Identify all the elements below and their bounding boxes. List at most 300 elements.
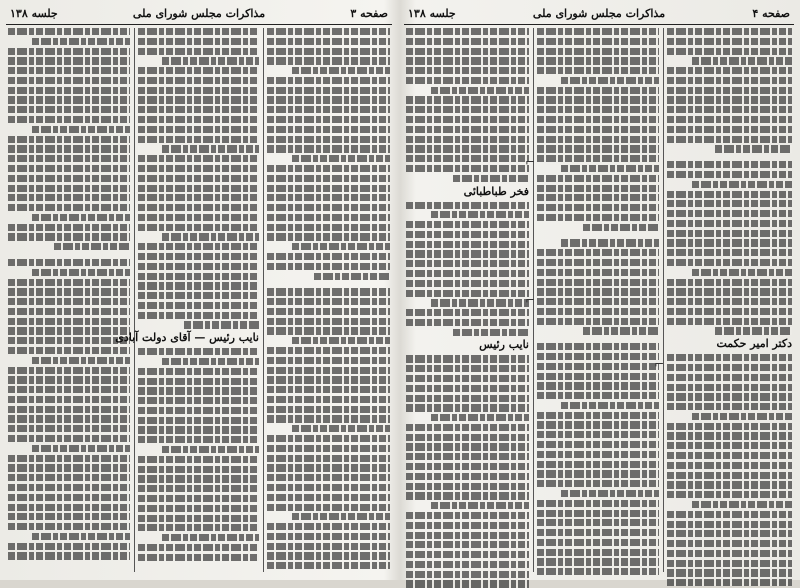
text-line: [537, 155, 659, 162]
text-line: [537, 392, 659, 399]
text-line: [667, 77, 792, 84]
text-line: [667, 288, 792, 295]
text-line: [431, 299, 529, 306]
speaker-heading: دکتر امیر حکمت: [716, 337, 792, 351]
text-line: [406, 145, 529, 152]
text-line: [537, 249, 659, 256]
text-line: [8, 523, 130, 530]
text-line: [8, 406, 130, 413]
text-line: [667, 279, 792, 286]
text-line: [537, 87, 659, 94]
text-line: [138, 155, 259, 162]
text-line: [138, 436, 259, 443]
text-line: [32, 126, 130, 133]
text-line: [692, 269, 792, 276]
text-line: [267, 523, 390, 530]
text-line: [138, 38, 259, 45]
text-line: [537, 549, 659, 556]
text-line: [406, 532, 529, 539]
text-line: [537, 558, 659, 565]
text-line: [267, 175, 390, 182]
left-page-session-number: جلسه ۱۳۸: [10, 7, 58, 20]
text-line: [667, 239, 792, 246]
text-line: [406, 96, 529, 103]
text-line: [267, 298, 390, 305]
text-line: [138, 282, 259, 289]
text-line: [667, 298, 792, 305]
text-line: [667, 48, 792, 55]
text-line: [537, 461, 659, 468]
text-line: [138, 378, 259, 385]
text-line: [267, 38, 390, 45]
text-line: [406, 77, 529, 84]
text-line: [561, 490, 659, 497]
text-line: [406, 473, 529, 480]
text-line: [138, 273, 259, 280]
text-line: [537, 48, 659, 55]
text-line: [267, 484, 390, 491]
text-line: [8, 136, 130, 143]
left-page: [6, 4, 392, 576]
text-line: [667, 560, 792, 567]
text-line: [667, 550, 792, 557]
text-line: [406, 165, 529, 172]
text-line: [692, 181, 792, 188]
text-line: [406, 250, 529, 257]
text-line: [8, 367, 130, 374]
text-line: [267, 494, 390, 501]
text-line: [537, 441, 659, 448]
text-line: [267, 194, 390, 201]
text-line: [267, 552, 390, 559]
text-line: [8, 96, 130, 103]
text-line: [138, 96, 259, 103]
text-line: [667, 87, 792, 94]
text-line: [406, 395, 529, 402]
text-line: [561, 239, 659, 246]
text-line: [138, 485, 259, 492]
text-line: [692, 501, 792, 508]
text-line: [406, 290, 529, 297]
text-line: [667, 259, 792, 266]
text-line: [267, 288, 390, 295]
text-line: [267, 347, 390, 354]
text-line: [267, 464, 390, 471]
text-line: [537, 269, 659, 276]
text-line: [8, 318, 130, 325]
text-line: [667, 579, 792, 586]
text-line: [406, 38, 529, 45]
text-line: [138, 116, 259, 123]
text-line: [138, 515, 259, 522]
text-line: [138, 253, 259, 260]
text-line: [537, 106, 659, 113]
text-line: [406, 155, 529, 162]
left-page-header: [6, 4, 392, 25]
text-line: [267, 185, 390, 192]
text-line: [8, 224, 130, 231]
text-line: [267, 396, 390, 403]
text-line: [406, 453, 529, 460]
text-line: [667, 569, 792, 576]
text-line: [537, 500, 659, 507]
text-line: [138, 387, 259, 394]
text-line: [667, 442, 792, 449]
text-line: [32, 269, 130, 276]
text-line: [406, 385, 529, 392]
text-line: [267, 263, 390, 270]
text-line: [8, 543, 130, 550]
text-line: [8, 155, 130, 162]
text-line: [267, 165, 390, 172]
margin-bracket-mark: ⌐: [525, 293, 536, 307]
text-line: [537, 519, 659, 526]
text-line: [537, 480, 659, 487]
text-line: [537, 194, 659, 201]
text-line: [406, 116, 529, 123]
text-line: [406, 492, 529, 499]
text-line: [667, 191, 792, 198]
text-line: [138, 312, 259, 319]
text-line: [267, 233, 390, 240]
text-line: [406, 443, 529, 450]
text-line: [32, 445, 130, 452]
text-line: [267, 504, 390, 511]
text-line: [537, 214, 659, 221]
text-line: [537, 412, 659, 419]
text-line: [267, 126, 390, 133]
text-line: [8, 552, 130, 559]
text-line: [32, 214, 130, 221]
text-line: [453, 175, 529, 182]
text-line: [138, 243, 259, 250]
text-line: [267, 406, 390, 413]
text-line: [8, 415, 130, 422]
text-line: [667, 161, 792, 168]
text-line: [406, 48, 529, 55]
text-line: [267, 28, 390, 35]
text-line: [138, 106, 259, 113]
text-line: [537, 353, 659, 360]
text-line: [138, 302, 259, 309]
text-line: [537, 382, 659, 389]
text-line: [267, 415, 390, 422]
left-page-column-1: [8, 28, 130, 576]
right-page-column-1: [406, 28, 529, 576]
text-line: [267, 224, 390, 231]
text-line: [667, 106, 792, 113]
text-line: [8, 288, 130, 295]
text-line: [537, 510, 659, 517]
text-line: [8, 386, 130, 393]
text-line: [138, 466, 259, 473]
text-line: [561, 77, 659, 84]
text-line: [537, 96, 659, 103]
text-line: [162, 446, 259, 453]
text-line: [561, 165, 659, 172]
text-line: [267, 357, 390, 364]
right-page-session-number: جلسه ۱۳۸: [408, 7, 456, 20]
text-line: [537, 185, 659, 192]
text-line: [138, 263, 259, 270]
text-line: [267, 87, 390, 94]
text-line: [537, 431, 659, 438]
text-line: [406, 57, 529, 64]
text-line: [267, 445, 390, 452]
text-line: [138, 475, 259, 482]
text-line: [537, 363, 659, 370]
text-line: [8, 396, 130, 403]
text-line: [406, 28, 529, 35]
text-line: [667, 511, 792, 518]
text-line: [32, 357, 130, 364]
text-line: [8, 279, 130, 286]
text-line: [267, 214, 390, 221]
text-line: [667, 200, 792, 207]
text-line: [537, 298, 659, 305]
right-page-header: [404, 4, 794, 25]
text-line: [8, 455, 130, 462]
text-line: [667, 393, 792, 400]
text-line: [292, 155, 390, 162]
text-line: [406, 106, 529, 113]
text-line: [537, 539, 659, 546]
text-line: [431, 211, 529, 218]
text-line: [406, 463, 529, 470]
text-line: [162, 145, 259, 152]
text-line: [667, 472, 792, 479]
left-page-column-2: [115, 28, 259, 576]
text-line: [8, 48, 130, 55]
text-line: [267, 367, 390, 374]
text-line: [537, 145, 659, 152]
text-line: [537, 470, 659, 477]
text-line: [406, 355, 529, 362]
text-line: [406, 375, 529, 382]
text-line: [406, 231, 529, 238]
text-line: [667, 28, 792, 35]
text-line: [537, 529, 659, 536]
text-line: [406, 309, 529, 316]
text-line: [8, 425, 130, 432]
text-line: [406, 319, 529, 326]
text-line: [267, 116, 390, 123]
text-line: [667, 462, 792, 469]
text-line: [406, 483, 529, 490]
text-line: [138, 77, 259, 84]
text-line: [267, 48, 390, 55]
text-line: [537, 116, 659, 123]
text-line: [537, 568, 659, 575]
text-line: [267, 386, 390, 393]
text-line: [314, 273, 390, 280]
text-line: [8, 484, 130, 491]
text-line: [667, 452, 792, 459]
text-line: [537, 451, 659, 458]
text-line: [8, 204, 130, 211]
text-line: [267, 562, 390, 569]
text-line: [54, 243, 130, 250]
text-line: [8, 435, 130, 442]
text-line: [267, 145, 390, 152]
text-line: [667, 308, 792, 315]
text-line: [8, 327, 130, 334]
text-line: [667, 403, 792, 410]
text-line: [667, 210, 792, 217]
margin-bracket-mark: ⌐: [525, 155, 536, 169]
text-line: [162, 358, 259, 365]
text-line: [267, 327, 390, 334]
text-line: [8, 106, 130, 113]
text-line: [667, 136, 792, 143]
text-line: [431, 414, 529, 421]
text-line: [537, 126, 659, 133]
text-line: [537, 57, 659, 64]
text-line: [537, 67, 659, 74]
text-line: [715, 145, 793, 152]
text-line: [138, 524, 259, 531]
text-line: [406, 522, 529, 529]
text-line: [667, 116, 792, 123]
text-line: [292, 337, 390, 344]
text-line: [8, 474, 130, 481]
speaker-heading: فخر طباطبائی: [463, 184, 529, 198]
text-line: [267, 136, 390, 143]
text-line: [8, 194, 130, 201]
text-line: [138, 67, 259, 74]
text-line: [406, 541, 529, 548]
text-line: [292, 513, 390, 520]
text-line: [267, 253, 390, 260]
text-line: [8, 165, 130, 172]
text-line: [8, 308, 130, 315]
text-line: [406, 551, 529, 558]
text-line: [138, 214, 259, 221]
text-line: [583, 224, 659, 231]
text-line: [138, 495, 259, 502]
text-line: [32, 533, 130, 540]
text-line: [138, 194, 259, 201]
text-line: [138, 544, 259, 551]
text-line: [138, 368, 259, 375]
text-line: [138, 185, 259, 192]
speaker-heading: نایب رئیس: [479, 338, 529, 352]
text-line: [667, 423, 792, 430]
text-line: [267, 318, 390, 325]
text-line: [406, 260, 529, 267]
text-line: [8, 504, 130, 511]
text-line: [667, 384, 792, 391]
text-line: [162, 57, 259, 64]
text-line: [138, 28, 259, 35]
text-line: [537, 175, 659, 182]
text-line: [583, 327, 659, 334]
left-page-page-number: صفحه ۳: [350, 7, 388, 20]
text-line: [667, 249, 792, 256]
text-line: [138, 456, 259, 463]
text-line: [138, 426, 259, 433]
text-line: [667, 171, 792, 178]
text-line: [8, 259, 130, 266]
text-line: [406, 434, 529, 441]
text-line: [267, 96, 390, 103]
text-line: [537, 279, 659, 286]
text-line: [8, 87, 130, 94]
text-line: [267, 376, 390, 383]
text-line: [667, 374, 792, 381]
right-page: [404, 4, 794, 576]
text-line: [667, 364, 792, 371]
text-line: [138, 554, 259, 561]
text-line: [138, 348, 259, 355]
text-line: [267, 77, 390, 84]
text-line: [537, 28, 659, 35]
text-line: [267, 106, 390, 113]
text-line: [667, 432, 792, 439]
text-line: [715, 327, 793, 334]
text-line: [267, 308, 390, 315]
text-line: [406, 241, 529, 248]
text-line: [667, 540, 792, 547]
text-line: [537, 318, 659, 325]
text-line: [667, 230, 792, 237]
text-line: [138, 126, 259, 133]
speaker-heading: نایب رئیس — آقای دولت آبادی: [115, 331, 259, 345]
text-line: [453, 329, 529, 336]
text-line: [267, 57, 390, 64]
text-line: [267, 533, 390, 540]
text-line: [406, 202, 529, 209]
text-line: [8, 233, 130, 240]
text-line: [537, 136, 659, 143]
text-line: [406, 365, 529, 372]
text-line: [267, 435, 390, 442]
text-line: [537, 259, 659, 266]
text-line: [292, 67, 390, 74]
text-line: [138, 175, 259, 182]
text-line: [138, 505, 259, 512]
text-line: [8, 175, 130, 182]
left-page-publication-title: مذاکرات مجلس شورای ملی: [132, 7, 266, 20]
text-line: [667, 354, 792, 361]
margin-bracket-mark: ⌐: [654, 357, 665, 371]
text-line: [406, 280, 529, 287]
text-line: [8, 57, 130, 64]
text-line: [667, 521, 792, 528]
text-line: [406, 221, 529, 228]
text-line: [667, 481, 792, 488]
text-line: [406, 270, 529, 277]
text-line: [162, 233, 259, 240]
text-line: [138, 136, 259, 143]
text-line: [537, 308, 659, 315]
text-line: [8, 298, 130, 305]
text-line: [406, 136, 529, 143]
text-line: [138, 87, 259, 94]
text-line: [8, 116, 130, 123]
text-line: [406, 580, 529, 587]
text-line: [8, 464, 130, 471]
text-line: [267, 543, 390, 550]
text-line: [162, 534, 259, 541]
text-line: [406, 67, 529, 74]
text-line: [8, 494, 130, 501]
text-line: [561, 402, 659, 409]
text-line: [184, 321, 259, 328]
text-line: [138, 407, 259, 414]
text-line: [138, 165, 259, 172]
text-line: [537, 288, 659, 295]
